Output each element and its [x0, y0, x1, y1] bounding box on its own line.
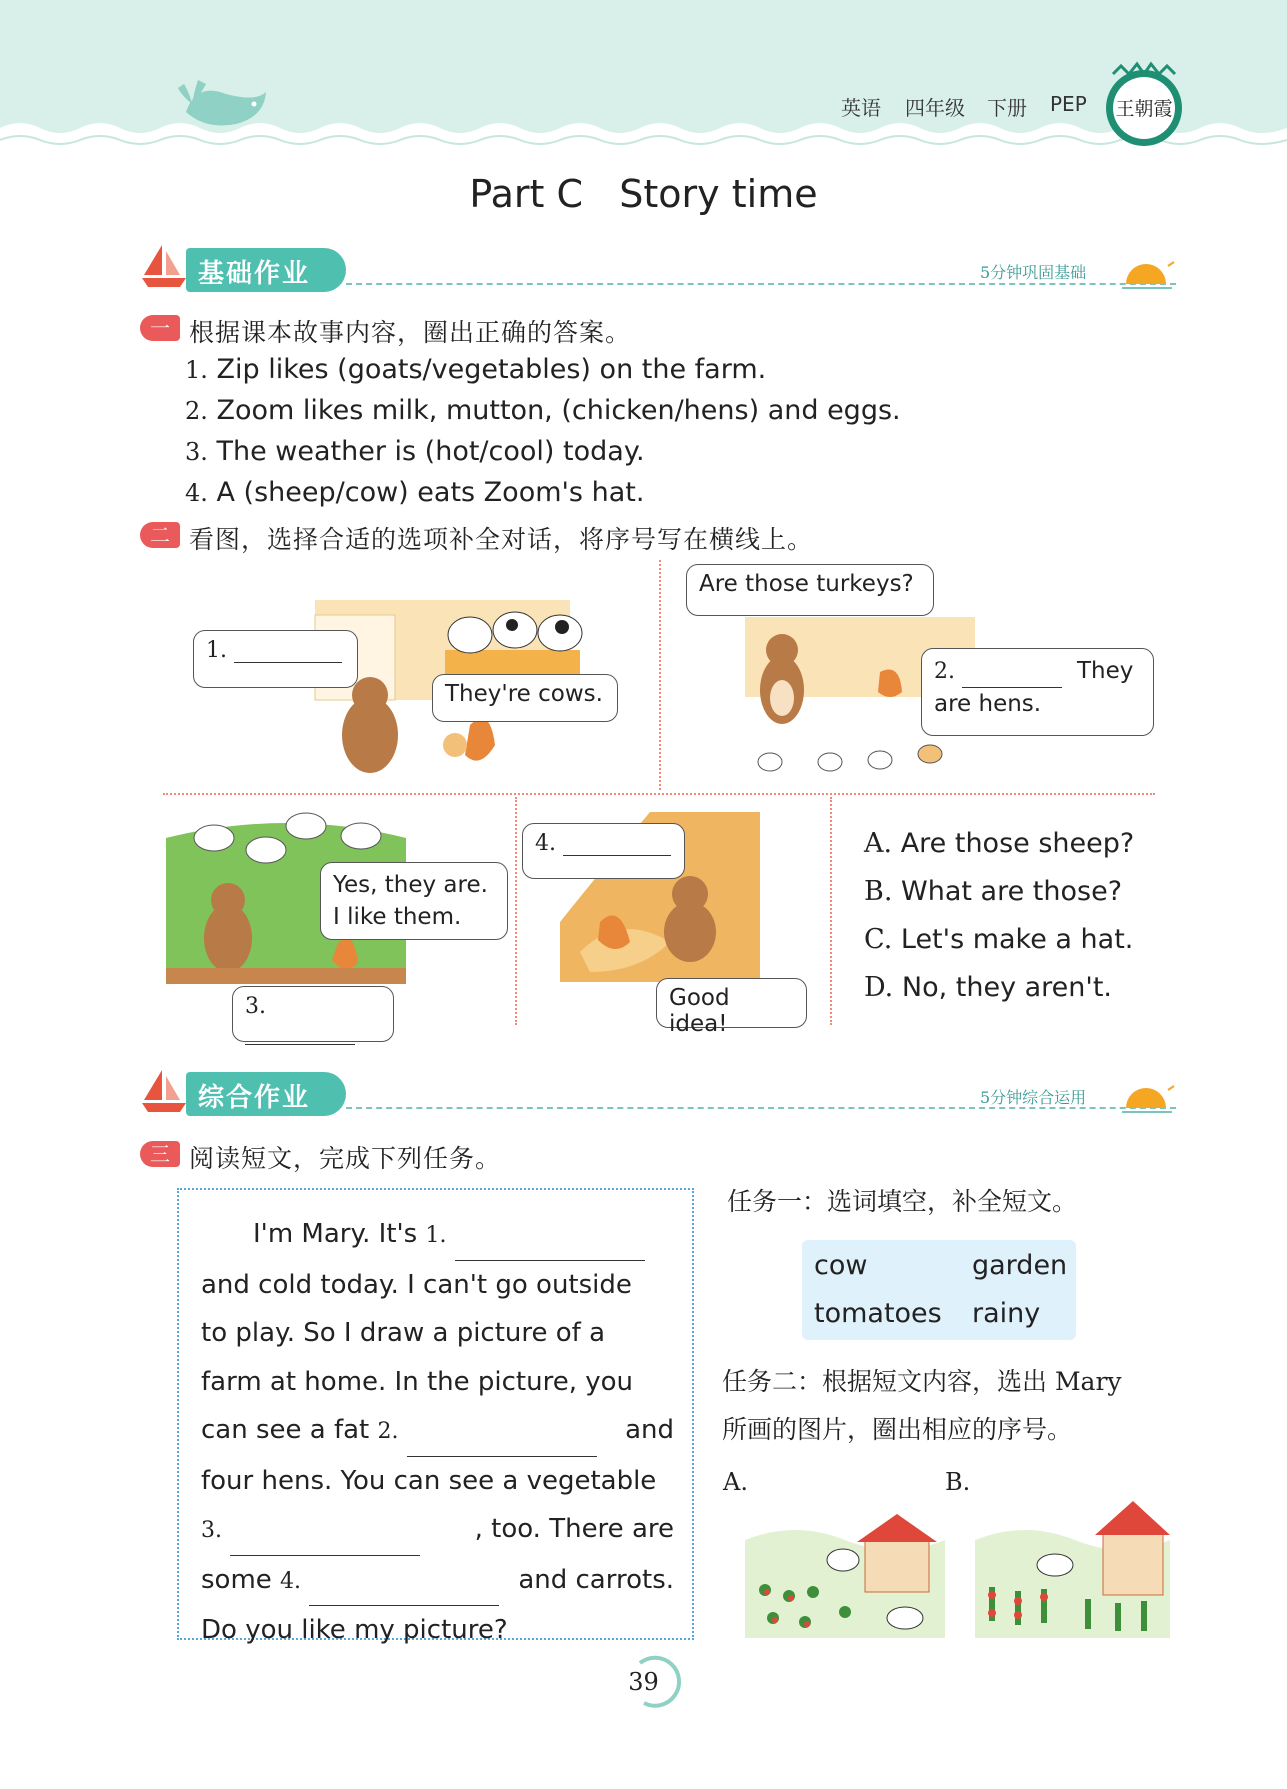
q3-instruction: 阅读短文，完成下列任务。: [189, 1144, 502, 1173]
option-c: C. Let's make a hat.: [864, 924, 1134, 955]
picture-1-speech-bubble-answer: They're cows.: [432, 674, 618, 722]
picture-divider-vertical-1: [659, 560, 661, 790]
picture-b-farm: [975, 1495, 1170, 1638]
option-d: D. No, they aren't.: [864, 972, 1112, 1003]
page-number: 39: [628, 1668, 659, 1696]
passage-blank-1[interactable]: [455, 1230, 645, 1261]
blank-3[interactable]: [245, 1022, 355, 1045]
q1-item-3: 3. The weather is (hot/cool) today.: [185, 436, 645, 467]
q2-instruction: 看图，选择合适的选项补全对话，将序号写在横线上。: [189, 525, 814, 554]
picture-3-speech-bubble-answer: Yes, they are. I like them.: [320, 862, 508, 940]
q2-number-badge: 二: [140, 522, 180, 548]
word-bank-item: tomatoes: [814, 1298, 942, 1329]
passage-blank-2[interactable]: [407, 1426, 597, 1457]
page-title: Part C Story time: [469, 172, 818, 216]
picture-divider-vertical-2: [515, 797, 517, 1025]
picture-1-speech-bubble-question: 1.: [193, 630, 358, 688]
q1-item-2: 2. Zoom likes milk, mutton, (chicken/hens) and eggs.: [185, 395, 901, 426]
q1-number-badge: 一: [140, 315, 180, 341]
picture-a-label[interactable]: A.: [723, 1468, 748, 1496]
word-bank: [802, 1240, 1076, 1340]
passage-blank-4[interactable]: [309, 1575, 499, 1606]
picture-4-speech-bubble-answer: Good idea!: [656, 978, 807, 1028]
q1-item-1: 1. Zip likes (goats/vegetables) on the farm.: [185, 354, 767, 385]
word-bank-item: cow: [814, 1250, 868, 1281]
edition-label: PEP: [1050, 92, 1087, 116]
picture-2-speech-bubble-question: Are those turkeys?: [686, 564, 934, 616]
word-bank-item: garden: [972, 1250, 1068, 1281]
section1-bar: [186, 248, 346, 292]
grade-label: 四年级: [905, 96, 965, 120]
picture-4-speech-bubble-question: 4.: [522, 823, 685, 879]
sunrise-icon: [1118, 254, 1178, 294]
logo-text: 王朝霞: [1115, 98, 1173, 120]
q3-number-badge: 三: [140, 1141, 180, 1167]
task2-instruction-line1: 任务二：根据短文内容，选出 Mary: [722, 1367, 1122, 1396]
option-b: B. What are those?: [864, 876, 1123, 907]
section1-divider: [346, 283, 1176, 285]
section1-time-label: 5分钟巩固基础: [980, 263, 1087, 282]
sunrise-icon: [1118, 1078, 1178, 1118]
volume-label: 下册: [987, 96, 1027, 120]
passage-text: I'm Mary. It's 1. and cold today. I can't go outside to play. So I draw a picture of a farm at home. In the picture, you can see a fat 2. and four hens. You can see a vegetable 3. , too. There are some 4. and carrots. Do you like my picture?: [201, 1219, 674, 1645]
subject-label: 英语: [841, 96, 881, 120]
picture-2-speech-bubble-answer: 2. They are hens.: [921, 648, 1154, 736]
section1-label: 基础作业: [198, 259, 311, 289]
section2-time-label: 5分钟综合运用: [980, 1088, 1087, 1107]
word-bank-item: rainy: [972, 1298, 1041, 1329]
blank-4[interactable]: [563, 833, 671, 856]
picture-b-label[interactable]: B.: [945, 1468, 971, 1496]
q1-instruction: 根据课本故事内容，圈出正确的答案。: [189, 318, 632, 347]
picture-3-speech-bubble-question: 3.: [232, 986, 394, 1042]
sailboat-icon: [140, 1068, 188, 1114]
sailboat-icon: [140, 243, 188, 289]
task1-instruction: 任务一：选词填空，补全短文。: [727, 1187, 1078, 1216]
brand-logo: [1103, 60, 1185, 152]
option-a: A. Are those sheep?: [864, 828, 1135, 859]
passage-blank-3[interactable]: [230, 1525, 420, 1556]
whale-icon: [176, 72, 276, 132]
reading-passage: [177, 1188, 694, 1645]
q1-item-4: 4. A (sheep/cow) eats Zoom's hat.: [185, 477, 645, 508]
picture-a-farm: [745, 1500, 945, 1638]
section2-bar: [186, 1072, 346, 1116]
blank-1[interactable]: [234, 640, 342, 663]
picture-divider-vertical-3: [830, 797, 832, 1025]
section2-label: 综合作业: [198, 1083, 311, 1113]
blank-2[interactable]: [962, 663, 1062, 688]
task2-instruction-line2: 所画的图片，圈出相应的序号。: [722, 1415, 1073, 1444]
picture-divider-horizontal: [163, 793, 1155, 795]
